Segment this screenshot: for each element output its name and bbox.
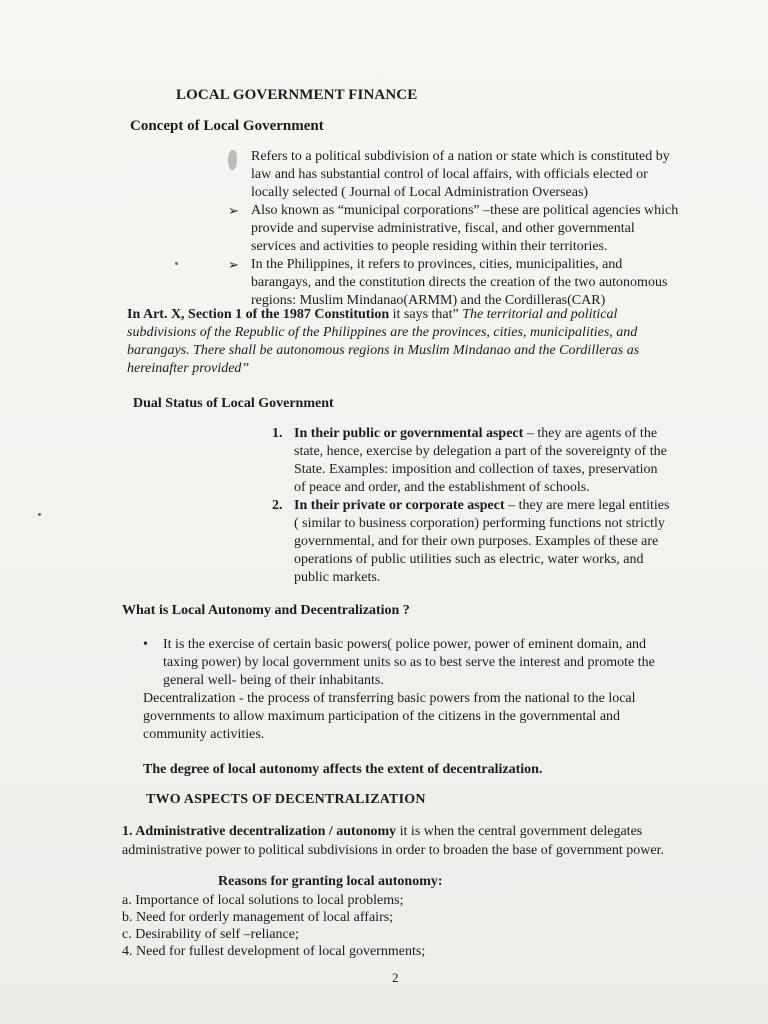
item-label: In their public or governmental aspect bbox=[294, 426, 524, 441]
list-item bbox=[143, 636, 673, 690]
paper-speck bbox=[38, 513, 41, 516]
autonomy-heading: What is Local Autonomy and Decentralization ? bbox=[122, 603, 410, 618]
list-item: c. Desirability of self –reliance; bbox=[122, 927, 299, 942]
list-item bbox=[228, 202, 680, 256]
paper-speck bbox=[175, 262, 178, 265]
admin-label: 1. Administrative decentralization / autonomy bbox=[122, 824, 397, 839]
list-item: 4. Need for fullest development of local governments; bbox=[122, 944, 426, 959]
concept-text: Also known as “municipal corporations” –these are political agencies which provide and supervise administrative, fiscal, and other governmental services and activities to people residing within their territories. bbox=[251, 203, 679, 254]
constitution-paragraph bbox=[127, 306, 667, 378]
item-number: 1. bbox=[272, 426, 283, 441]
concept-text: Refers to a political subdivision of a nation or state which is constituted by law and has substantial control of local affairs, with officials elected or locally selected ( Journal of Local Administration Overseas) bbox=[251, 149, 670, 200]
reasons-heading: Reasons for granting local autonomy: bbox=[218, 874, 443, 889]
decentralization-definition: Decentralization - the process of transferring basic powers from the national to the local governments to allow maximum participation of the citizens in the governmental and community activities. bbox=[143, 691, 636, 742]
autonomy-text: It is the exercise of certain basic powers( police power, power of eminent domain, and taxing power) by local government units so as to best serve the interest and promote the general well- being of their inhabitants. bbox=[163, 637, 655, 688]
list-item bbox=[228, 148, 680, 202]
list-item bbox=[272, 497, 672, 587]
list-item bbox=[272, 425, 672, 497]
page-number: 2 bbox=[392, 970, 399, 985]
article-reference: In Art. X, Section 1 of the 1987 Constitution bbox=[127, 307, 390, 322]
item-number: 2. bbox=[272, 498, 283, 513]
reasons-list bbox=[122, 892, 425, 960]
admin-text: it is when the central government delegates administrative power to political subdivisions in order to broaden the base of government power. bbox=[122, 824, 664, 858]
concept-list bbox=[228, 148, 680, 310]
ink-blot-marker bbox=[228, 150, 237, 170]
two-aspects-heading: TWO ASPECTS OF DECENTRALIZATION bbox=[146, 792, 426, 807]
dual-status-list bbox=[272, 425, 672, 587]
list-item: b. Need for orderly management of local affairs; bbox=[122, 910, 394, 925]
item-label: In their private or corporate aspect bbox=[294, 498, 505, 513]
bullet-icon: • bbox=[143, 637, 148, 652]
list-item bbox=[228, 256, 680, 310]
item-text: – they are agents of the state, hence, exercise by delegation a part of the sovereignty of the State. Examples: imposition and collection of taxes, preservation of peace and order, and the establishment of schools. bbox=[294, 426, 667, 495]
concept-heading: Concept of Local Government bbox=[130, 118, 324, 134]
item-text: – they are mere legal entities ( similar to business corporation) performing functions not strictly governmental, and for their own purposes. Examples of these are operations of public utilities such as electric, water works, and public markets. bbox=[294, 498, 670, 585]
article-says: it says that” bbox=[389, 307, 459, 322]
degree-statement: The degree of local autonomy affects the extent of decentralization. bbox=[143, 762, 543, 777]
concept-text: In the Philippines, it refers to provinces, cities, municipalities, and barangays, and the constitution directs the creation of the two autonomous regions: Muslim Mindanao(ARMM) and the Cordilleras(CAR) bbox=[251, 257, 668, 308]
dual-status-heading: Dual Status of Local Government bbox=[133, 396, 334, 411]
arrow-bullet-icon: ➢ bbox=[228, 257, 239, 272]
autonomy-list bbox=[143, 636, 673, 690]
list-item: a. Importance of local solutions to local problems; bbox=[122, 893, 404, 908]
document-title: LOCAL GOVERNMENT FINANCE bbox=[176, 87, 418, 103]
admin-decentralization-paragraph bbox=[122, 822, 682, 860]
article-quote: The territorial and political subdivisions of the Republic of the Philippines are the provinces, cities, municipalities, and barangays. There shall be autonomous regions in Muslim Mindanao and the Cordilleras as hereinafter provided” bbox=[127, 307, 640, 376]
arrow-bullet-icon: ➢ bbox=[228, 203, 239, 218]
